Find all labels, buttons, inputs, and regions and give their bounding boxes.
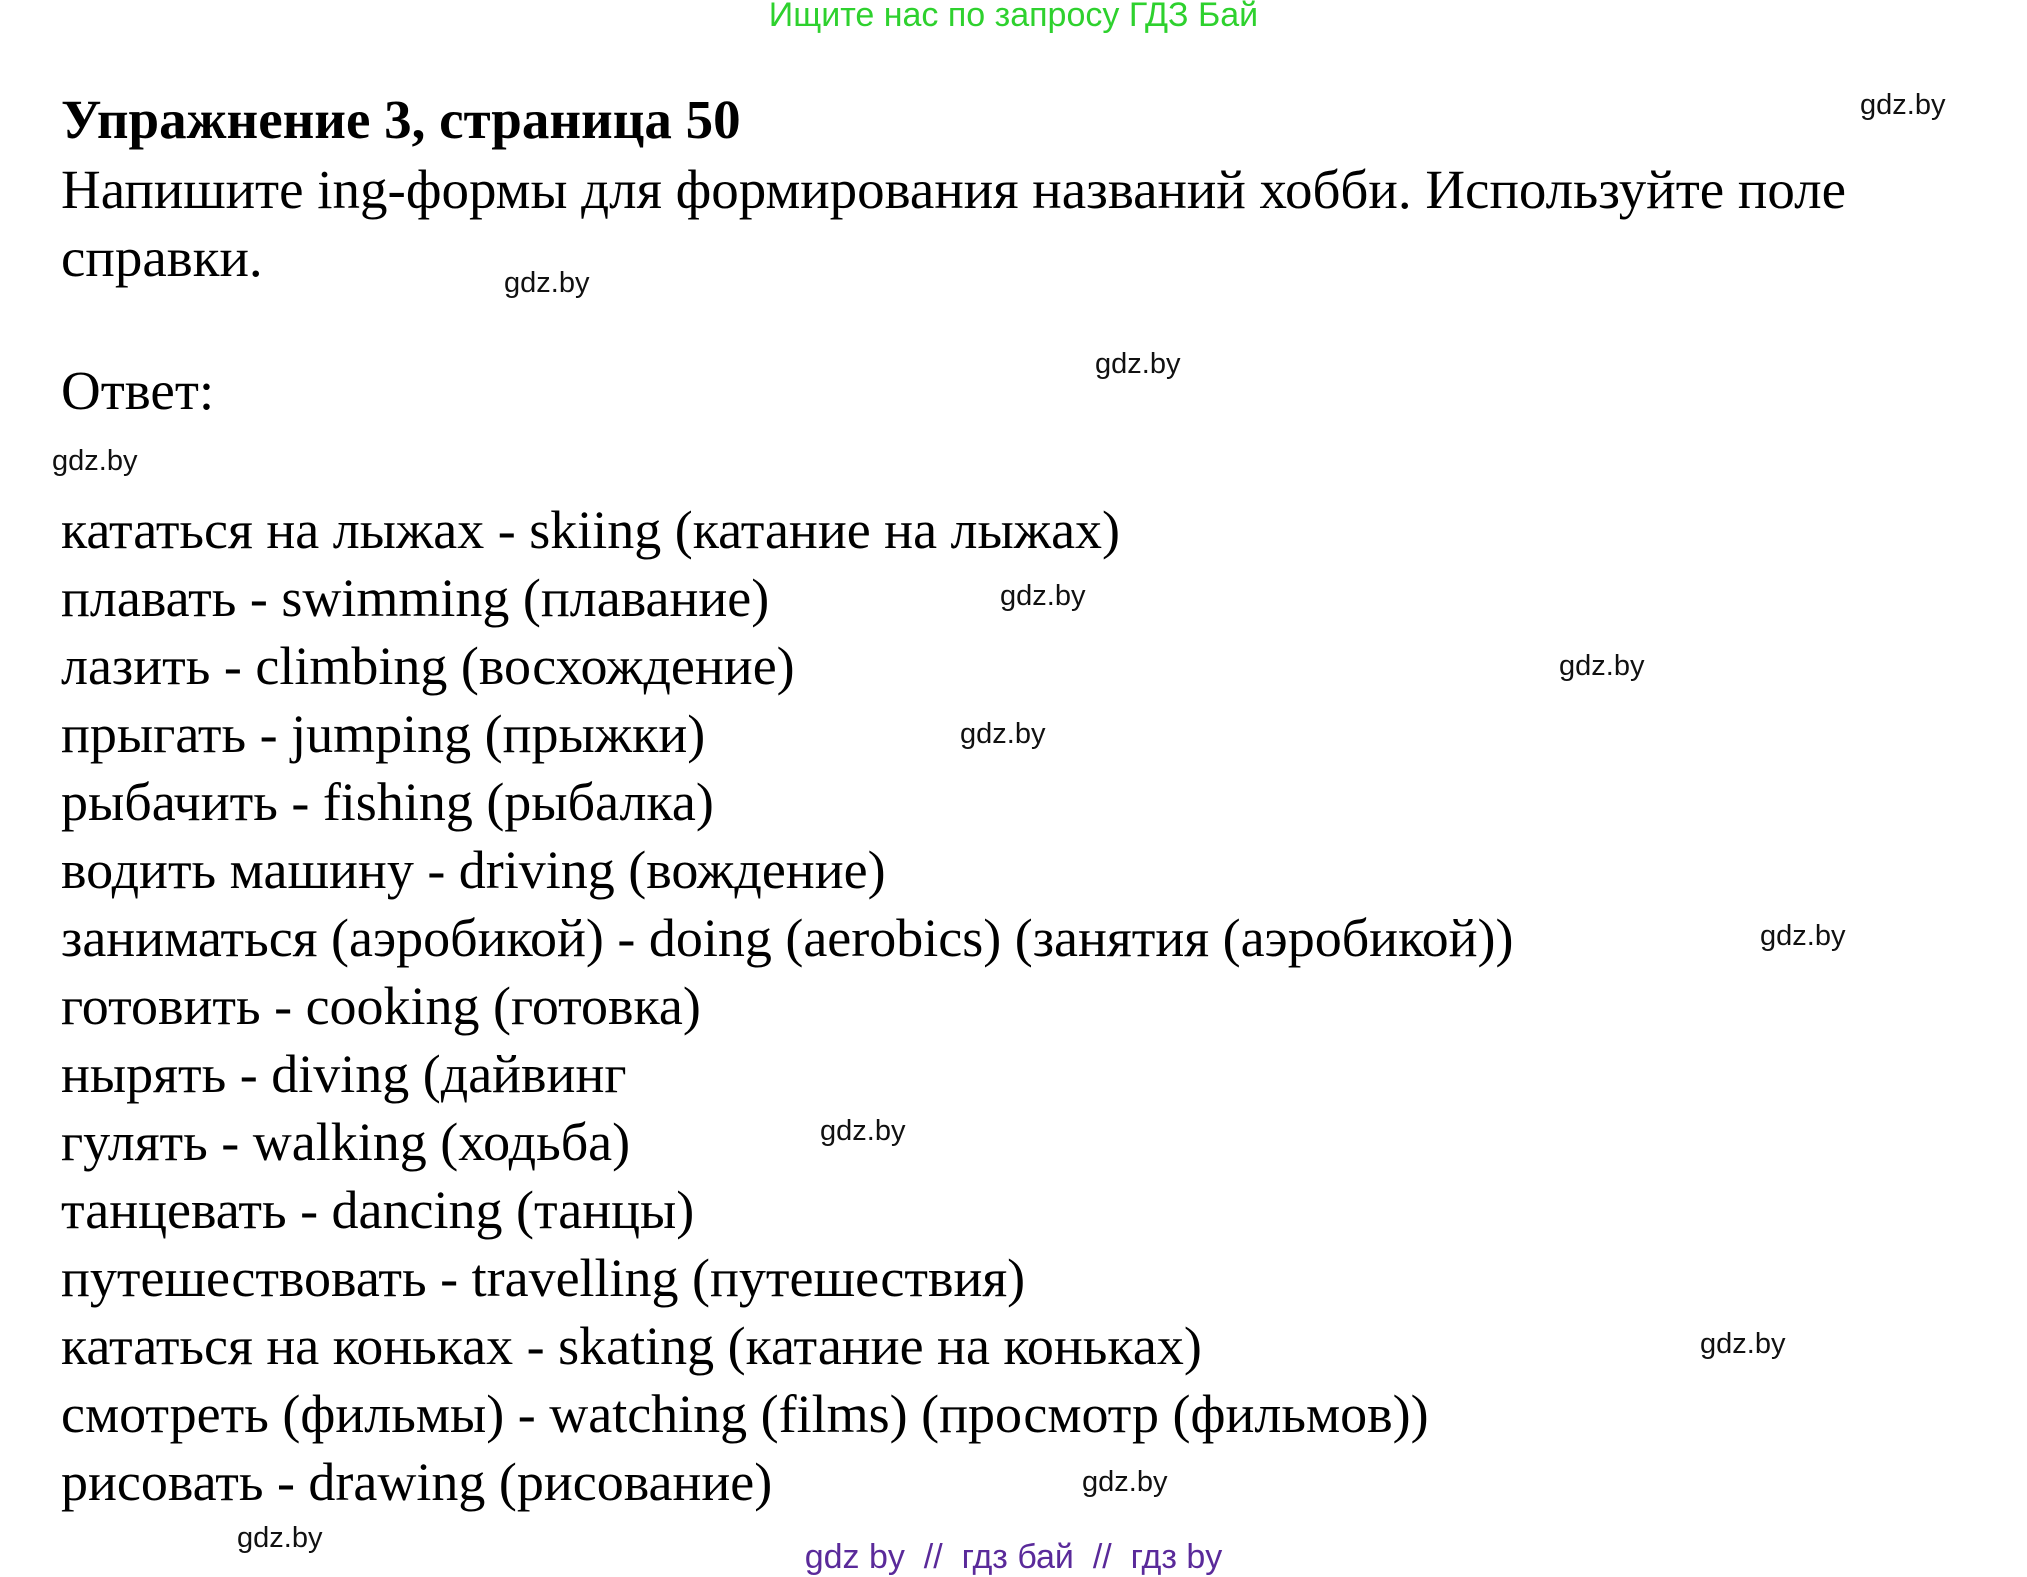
answer-item: кататься на коньках - skating (катание на коньках) bbox=[61, 1316, 1202, 1376]
answer-item: смотреть (фильмы) - watching (films) (просмотр (фильмов)) bbox=[61, 1384, 1429, 1444]
answer-item: водить машину - driving (вождение) bbox=[61, 840, 886, 900]
answer-item: рыбачить - fishing (рыбалка) bbox=[61, 772, 714, 832]
watermark: gdz.by bbox=[1559, 650, 1645, 682]
watermark: gdz.by bbox=[960, 718, 1046, 750]
watermark: gdz.by bbox=[820, 1115, 906, 1147]
watermark: gdz.by bbox=[1760, 920, 1846, 952]
answer-list bbox=[61, 496, 1513, 1516]
search-hint-banner: Ищите нас по запросу ГДЗ Бай bbox=[768, 0, 1259, 34]
answer-item: плавать - swimming (плавание) bbox=[61, 568, 770, 628]
instruction-text-line-1: Напишите ing-формы для формирования названий хобби. Используйте поле bbox=[61, 159, 1846, 220]
watermark: gdz.by bbox=[1095, 348, 1181, 380]
answer-item: лазить - climbing (восхождение) bbox=[61, 636, 795, 696]
watermark: gdz.by bbox=[1700, 1328, 1786, 1360]
watermark: gdz.by bbox=[52, 445, 138, 477]
answer-item: танцевать - dancing (танцы) bbox=[61, 1180, 695, 1240]
answer-label: Ответ: bbox=[61, 360, 215, 421]
instruction-text-line-2: справки. bbox=[61, 227, 263, 288]
answer-item: готовить - cooking (готовка) bbox=[61, 976, 701, 1036]
answer-item: нырять - diving (дайвинг bbox=[61, 1044, 627, 1104]
answer-item: прыгать - jumping (прыжки) bbox=[61, 704, 706, 764]
answer-item: гулять - walking (ходьба) bbox=[61, 1112, 631, 1172]
watermark: gdz.by bbox=[1860, 89, 1946, 121]
exercise-title: Упражнение 3, страница 50 bbox=[61, 89, 741, 150]
answer-item: рисовать - drawing (рисование) bbox=[61, 1452, 773, 1512]
answer-item: заниматься (аэробикой) - doing (aerobics) (занятия (аэробикой)) bbox=[61, 908, 1514, 968]
watermark: gdz.by bbox=[237, 1522, 323, 1554]
watermark: gdz.by bbox=[504, 267, 590, 299]
footer-links bbox=[0, 1538, 2027, 1577]
watermark: gdz.by bbox=[1082, 1466, 1168, 1498]
watermark: gdz.by bbox=[1000, 580, 1086, 612]
answer-item: путешествовать - travelling (путешествия) bbox=[61, 1248, 1026, 1308]
footer-text: gdz by // гдз бай // гдз by bbox=[804, 1538, 1223, 1576]
answer-item: кататься на лыжах - skiing (катание на лыжах) bbox=[61, 500, 1121, 560]
